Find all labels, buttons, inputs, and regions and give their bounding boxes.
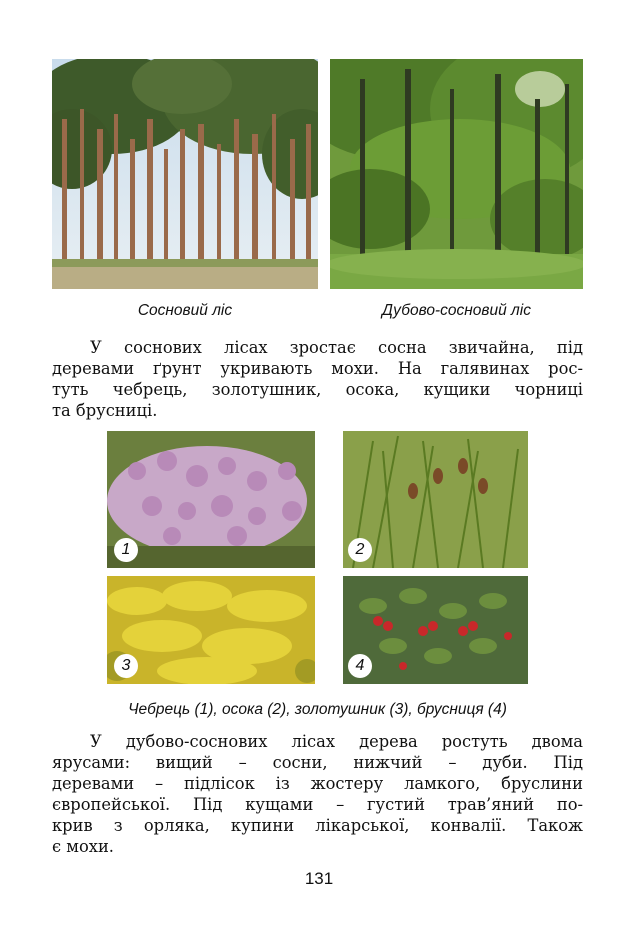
paragraph-line: є мохи. [52,837,114,856]
pine-forest-photo [52,59,318,289]
goldenrod-photo [107,576,315,684]
paragraph-line: ярусами: вищий – сосни, нижчий – дуби. Під [52,753,583,772]
paragraph-line: У соснових лісах зростає сосна звичайна, під [90,338,583,357]
oak-pine-forest-caption: Дубово-сосновий ліс [382,302,531,319]
paragraph-oak-pine-forest [52,731,583,857]
photo-number-badge: 2 [348,538,372,562]
paragraph-line: У дубово-соснових лісах дерева ростуть двома [90,732,583,751]
photo-number-badge: 3 [114,654,138,678]
thyme-photo [107,431,315,568]
page-number: 131 [304,869,334,888]
photo-number-badge: 4 [348,654,372,678]
paragraph-line: деревами – підлісок із жостеру ламкого, бруслини [52,774,583,793]
paragraph-line: та брусниці. [52,401,158,420]
pine-forest-caption: Сосновий ліс [137,302,233,319]
plants-caption: Чебрець (1), осока (2), золотушник (3), брусниця (4) [128,701,507,718]
paragraph-line: туть чебрець, золотушник, осока, кущики чорниці [52,380,583,399]
paragraph-line: крив з орляка, купини лікарської, конвалії. Також [52,816,583,835]
photo-number-badge: 1 [114,538,138,562]
paragraph-line: деревами ґрунт укривають мохи. На галявинах рос- [52,359,583,378]
oak-pine-forest-photo [330,59,583,289]
paragraph-line: європейської. Під кущами – густий трав’яний по- [52,795,583,814]
paragraph-pine-forest [52,337,583,421]
